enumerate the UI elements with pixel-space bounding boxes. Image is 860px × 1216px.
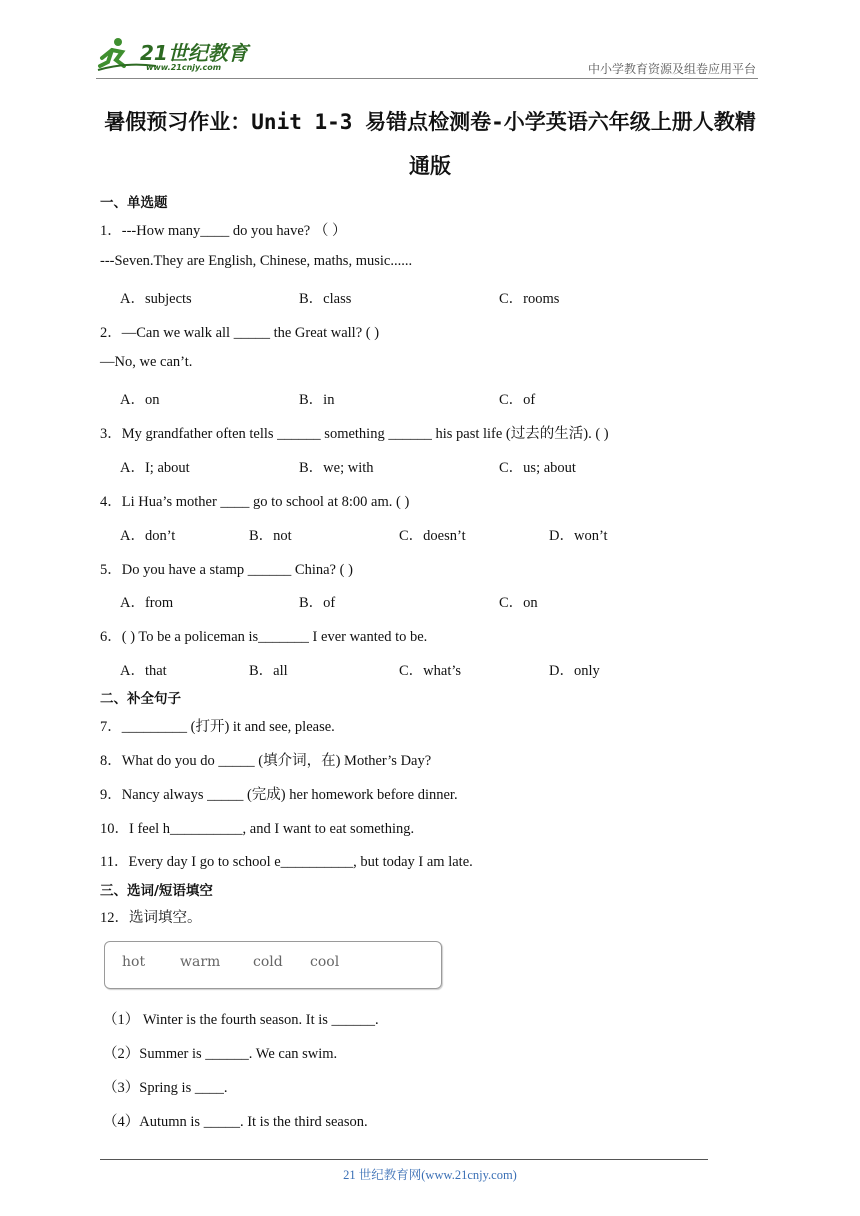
question-5-option-c[interactable]: C．on: [499, 595, 538, 611]
page-title: [90, 100, 770, 188]
footer-divider: [100, 1159, 708, 1160]
question-2-option-b[interactable]: B．in: [299, 392, 335, 408]
question-5-option-b[interactable]: B．of: [299, 595, 336, 611]
question-6-option-d[interactable]: D．only: [549, 663, 600, 679]
question-4-option-c[interactable]: C．doesn’t: [399, 528, 466, 544]
section-heading-word-fill: 三、选词/短语填空: [100, 883, 213, 899]
word-bank-item: cold: [253, 954, 283, 970]
question-1-option-a[interactable]: A．subjects: [120, 291, 192, 307]
question-5-stem: 5．Do you have a stamp ______ China? ( ): [100, 562, 353, 578]
site-logo[interactable]: [96, 36, 256, 76]
question-4-option-d[interactable]: D．won’t: [549, 528, 608, 544]
question-6-option-b[interactable]: B．all: [249, 663, 288, 679]
word-bank-item: hot: [122, 954, 146, 970]
question-1-option-b[interactable]: B．class: [299, 291, 352, 307]
question-6-option-c[interactable]: C．what’s: [399, 663, 462, 679]
logo-url: www.21cnjy.com: [146, 63, 222, 72]
question-10: 10．I feel h__________, and I want to eat something.: [100, 821, 415, 837]
question-6-stem: 6．( ) To be a policeman is_______ I ever wanted to be.: [100, 629, 428, 645]
question-11: 11．Every day I go to school e__________, but today I am late.: [100, 854, 473, 870]
section-heading-single-choice: 一、单选题: [100, 195, 168, 211]
header-divider: [96, 78, 758, 79]
question-3-stem: 3．My grandfather often tells ______ something ______ his past life (过去的生活). ( ): [100, 426, 609, 442]
header-platform-text: 中小学教育资源及组卷应用平台: [587, 62, 756, 76]
word-bank-item: warm: [180, 954, 221, 970]
question-3-option-a[interactable]: A．I; about: [120, 460, 190, 476]
page-header: [0, 0, 860, 80]
svg-text:21世纪教育: 21世纪教育: [140, 41, 248, 65]
question-4-option-a[interactable]: A．don’t: [120, 528, 176, 544]
question-2-option-a[interactable]: A．on: [120, 392, 160, 408]
question-4-stem: 4．Li Hua’s mother ____ go to school at 8:00 am. ( ): [100, 494, 410, 510]
title-line-2: 通版: [409, 154, 451, 178]
question-12-stem: 12．选词填空。: [100, 910, 202, 926]
question-4-option-b[interactable]: B．not: [249, 528, 292, 544]
question-12-item-1: （1） Winter is the fourth season. It is ______.: [103, 1012, 379, 1028]
question-5-option-a[interactable]: A．from: [120, 595, 174, 611]
question-9: 9．Nancy always _____ (完成) her homework before dinner.: [100, 787, 458, 803]
question-12-item-2: （2）Summer is ______. We can swim.: [103, 1046, 338, 1062]
question-2-stem: 2．—Can we walk all _____ the Great wall? ( ): [100, 325, 380, 341]
question-2-stem-2: —No, we can’t.: [100, 354, 193, 370]
section-heading-complete-sentences: 二、补全句子: [100, 691, 181, 707]
word-bank-item: cool: [310, 954, 340, 970]
question-8: 8．What do you do _____ (填介词，在) Mother’s Day?: [100, 753, 432, 769]
question-3-option-b[interactable]: B．we; with: [299, 460, 374, 476]
footer-link[interactable]: 21 世纪教育网(www.21cnjy.com): [343, 1168, 517, 1182]
question-1-option-c[interactable]: C．rooms: [499, 291, 560, 307]
question-3-option-c[interactable]: C．us; about: [499, 460, 576, 476]
title-line-1: 暑假预习作业：Unit 1-3 易错点检测卷-小学英语六年级上册人教精: [104, 110, 756, 134]
question-6-option-a[interactable]: A．that: [120, 663, 167, 679]
question-1-stem-2: ---Seven.They are English, Chinese, maths, music......: [100, 253, 413, 269]
question-12-item-4: （4）Autumn is _____. It is the third season.: [103, 1114, 368, 1130]
question-2-option-c[interactable]: C．of: [499, 392, 536, 408]
word-bank-box: [104, 941, 442, 989]
question-1-stem: 1．---How many____ do you have? （ ）: [100, 223, 347, 239]
question-12-item-3: （3）Spring is ____.: [103, 1080, 228, 1096]
question-7: 7．_________ (打开) it and see, please.: [100, 719, 335, 735]
